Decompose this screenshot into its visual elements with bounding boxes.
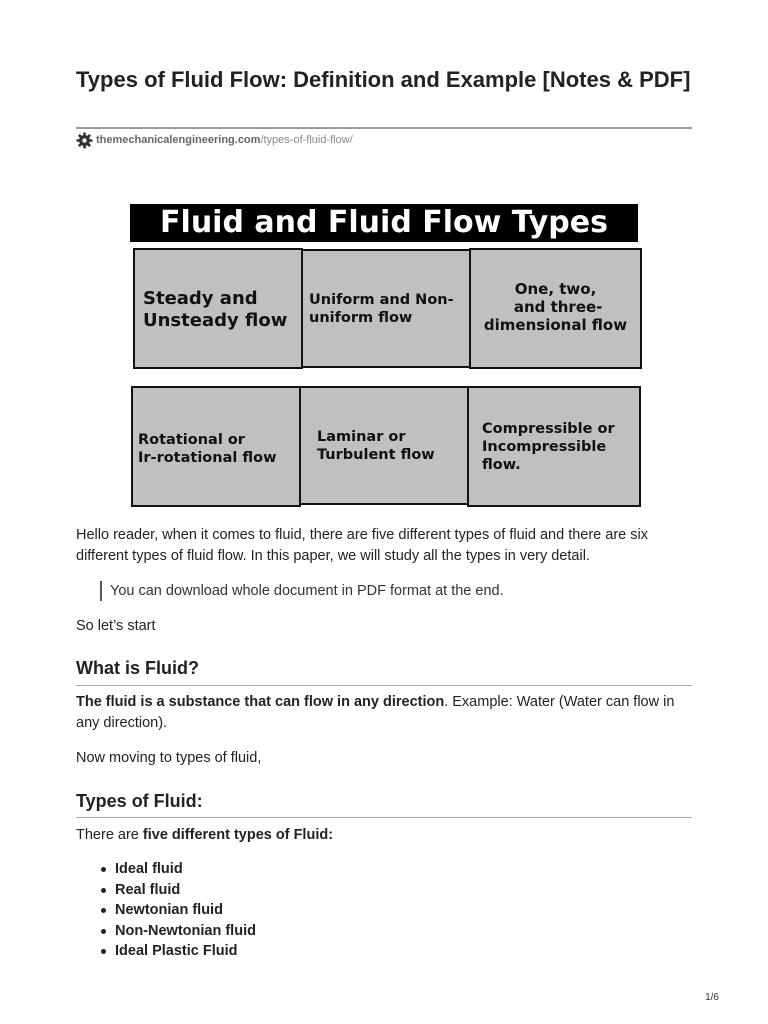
figure-cell-label: Compressible or Incompressible flow. xyxy=(482,421,615,473)
types-lead-bold: five different types of Fluid: xyxy=(142,827,334,843)
fluid-flow-types-figure xyxy=(118,190,658,520)
list-item: Real fluid xyxy=(99,880,256,901)
gear-icon xyxy=(76,132,93,149)
section-divider xyxy=(76,817,692,818)
list-item: Ideal fluid xyxy=(99,859,256,880)
source-url[interactable] xyxy=(76,131,353,149)
figure-cell-label: One, two, and three- dimensional flow xyxy=(483,280,628,334)
transition-paragraph: Now moving to types of fluid, xyxy=(76,750,262,766)
blockquote: You can download whole document in PDF format at the end. xyxy=(100,581,504,601)
figure-cell xyxy=(301,249,471,368)
figure-title: Fluid and Fluid Flow Types xyxy=(130,204,638,242)
page-title: Types of Fluid Flow: Definition and Example [Notes & PDF] xyxy=(76,67,691,92)
figure-cell xyxy=(133,248,303,369)
figure-cell xyxy=(299,386,469,505)
figure-cell-label: Steady and Unsteady flow xyxy=(143,288,288,331)
list-item: Ideal Plastic Fluid xyxy=(99,941,256,962)
figure-cell-label: Uniform and Non- uniform flow xyxy=(309,292,454,326)
title-divider xyxy=(76,127,692,129)
definition-paragraph xyxy=(76,692,692,734)
section-heading-what-is-fluid: What is Fluid? xyxy=(76,658,199,678)
types-lead: There are xyxy=(76,827,143,843)
definition-rest: . Example: Water (Water can flow in any direction). xyxy=(76,694,675,731)
start-paragraph: So let’s start xyxy=(76,618,156,634)
types-lead-paragraph xyxy=(76,825,692,846)
figure-cell xyxy=(469,248,642,369)
figure-cell-label: Laminar or Turbulent flow xyxy=(317,429,435,463)
section-heading-types-of-fluid: Types of Fluid: xyxy=(76,791,203,811)
figure-cell-label: Rotational or Ir-rotational flow xyxy=(138,432,277,466)
definition-bold: The fluid is a substance that can flow in any direction xyxy=(76,694,445,710)
source-domain[interactable]: themechanicalengineering.com xyxy=(96,134,261,146)
fluid-types-list xyxy=(99,859,256,962)
figure-cell xyxy=(467,386,641,507)
section-divider xyxy=(76,685,692,686)
list-item: Non-Newtonian fluid xyxy=(99,921,256,942)
source-path[interactable]: /types-of-fluid-flow/ xyxy=(260,134,353,146)
intro-paragraph: Hello reader, when it comes to fluid, there are five different types of fluid and there are six different types of fluid flow. In this paper, we will study all the types in very detail. xyxy=(76,527,648,564)
page-number: 1/6 xyxy=(705,992,719,1003)
list-item: Newtonian fluid xyxy=(99,900,256,921)
figure-cell xyxy=(131,386,301,507)
